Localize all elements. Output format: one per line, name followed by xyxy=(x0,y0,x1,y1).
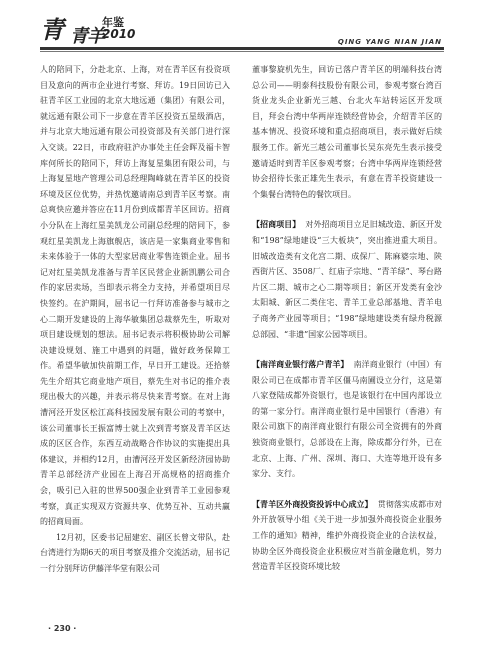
section-body: 南洋商业银行（中国）有限公司已在成都市青羊区僵马南圃设立分行，这是第八家登陆成都外资银行，也是该银行在中国内部设立的第一家分行。南洋商业银行是中国银行（香港）有限公司旗下的南洋商业银行有限公司全资拥有的外商独资商业银行，总部设在上海，除成都分行外，已在北京、上海、广州、深圳、海口、大连等地开设有多家分、支行。 xyxy=(252,360,443,479)
section-body: 贯彻落实成都市对外开放领导小组《关于进一步加强外商投资企业服务工作的通知》精神，维护外商投资企业的合法权益，协助全区外商投资企业积极应对当前金融危机，努力营造青羊区投资环境比较 xyxy=(252,499,443,572)
header-rule-thin xyxy=(40,51,444,52)
running-header xyxy=(0,0,480,54)
paragraph: 董事黎旋机先生，回访已落户青羊区的明端科技台湾总公司——明泰科技股份有限公司，参观考察台湾百货业龙头企业新光三越、台北火车站转运区开发项目，拜会台湾中华两岸连锁经营协会，介绍青羊区的基本情况、投资环境和重点招商项目，表示做好后续服务工作。新光三越公司董事长吴东亮先生表示接受邀请适时到青羊区参观考察；台湾中华两岸连锁经营协会招待长张正雄先生表示，有意在青羊投资建设一个集餐台湾特色的餐饮项目。 xyxy=(252,65,442,199)
section-paragraph xyxy=(252,357,442,482)
logo-nianjian: 年鉴 xyxy=(102,16,124,29)
section-title: 【招商项目】 xyxy=(252,220,301,230)
section-title: 【青羊区外商投资投诉中心成立】 xyxy=(252,499,373,509)
logo-glyph: 青 xyxy=(40,15,64,44)
yearbook-logo xyxy=(40,14,136,46)
page-number: · 230 · xyxy=(48,624,77,633)
section-title: 【南洋商业银行落户青羊】 xyxy=(252,360,349,370)
paragraph: 12月初，区委书记屈建宏、副区长曾文带队，赴台湾进行为期6天的项目考察及推介交流活动，屈书记一行分别拜访伊藤洋华堂有限公司 xyxy=(40,532,230,573)
section-nanyang-bank xyxy=(252,357,442,482)
section-paragraph xyxy=(252,217,442,342)
logo-title: 青羊 xyxy=(70,26,104,47)
section-complaint-center xyxy=(252,497,442,575)
logo-year: 2010 xyxy=(102,27,136,41)
paragraph: 人的陪同下，分赴北京、上海，对在青羊区有投资项目及意向的两市企业进行考察、拜访。19日回访已入驻青羊区工业园的北京大地远通（集团）有限公司，就远通有限公司下一步意在青羊区投资五星级酒店，并与北京大地远通有限公司投资部及有关部门进行深入交谈。22日，市政府驻沪办事处主任会晖及福卡智库何所长的陪同下，拜访上海复星集团有限公司，与上海复星地产管理公司总经理陶峰就在青羊区的投资环境及区位优势，并热忱邀请南总到青羊区考察。南总爽快应邀并答应在11月份到成都青羊区回访。招商小分队在上海红星美凯龙公司副总经理的陪同下，参观红星美凯龙上海旗舰店，该店是一家集商业零售和未来体验于一体的大型家居商业零售连锁企业。屈书记对红星美凯龙准备与青羊区民营企业新凯鹏公司合作的家居卖场，当即表示将全力支持，并希望项目尽快签约。在沪期间，屈书记一行拜访准备参与城市之心二期开发建设的上海华敏集团总裁蔡先生，听取对项目建设规划的想法。屈书记表示将积极协助公司解决建设规划、施工中遇到的问题，做好政务保障工作。希望华敏加快前期工作，早日开工建设。还拾蔡先生介绍其它商业地产项目，蔡先生对书记的推介表现出极大的兴趣，并表示将尽快来青考察。在对上海漕河泾开发区松江高科技园发展有限公司的考察中，该公司董事长王振富博士就上次到青考察及青羊区达成的区区合作，东西互动战略合作协议的实施提出具体建议，并相约12月，由漕河泾开发区新经济园协助青羊总部经济产业园在上海召开高规格的招商推介会，吸引已入驻的世界500强企业到青羊工业园参观考察，真正实现双方资源共享、优势互补、互动共赢的招商局面。 xyxy=(40,65,230,527)
section-investment-projects xyxy=(252,217,442,342)
right-column xyxy=(252,62,442,575)
left-column xyxy=(40,62,230,577)
section-body: 对外招商项目立足旧城改造、新区开发和“198”绿地建设“三大板块”，突出推进重大项目。旧城改造类有文化宫二期、成保厂、陈麻婆宗地、陕西街片区、3508厂、红庙子宗地、“青羊绿”、琴台路片区二期、城市之心二期等项目；新区开发类有金沙太阳城、新区二类住宅、青羊工业总部基地、青羊电子商务产业园等项目；“198”绿地建设类有绿舟税源总部园、“非遗”国家公园等项目。 xyxy=(252,220,443,339)
header-pinyin: QING YANG NIAN JIAN xyxy=(337,38,442,46)
section-paragraph xyxy=(252,497,442,575)
header-rule-thick xyxy=(40,47,444,50)
